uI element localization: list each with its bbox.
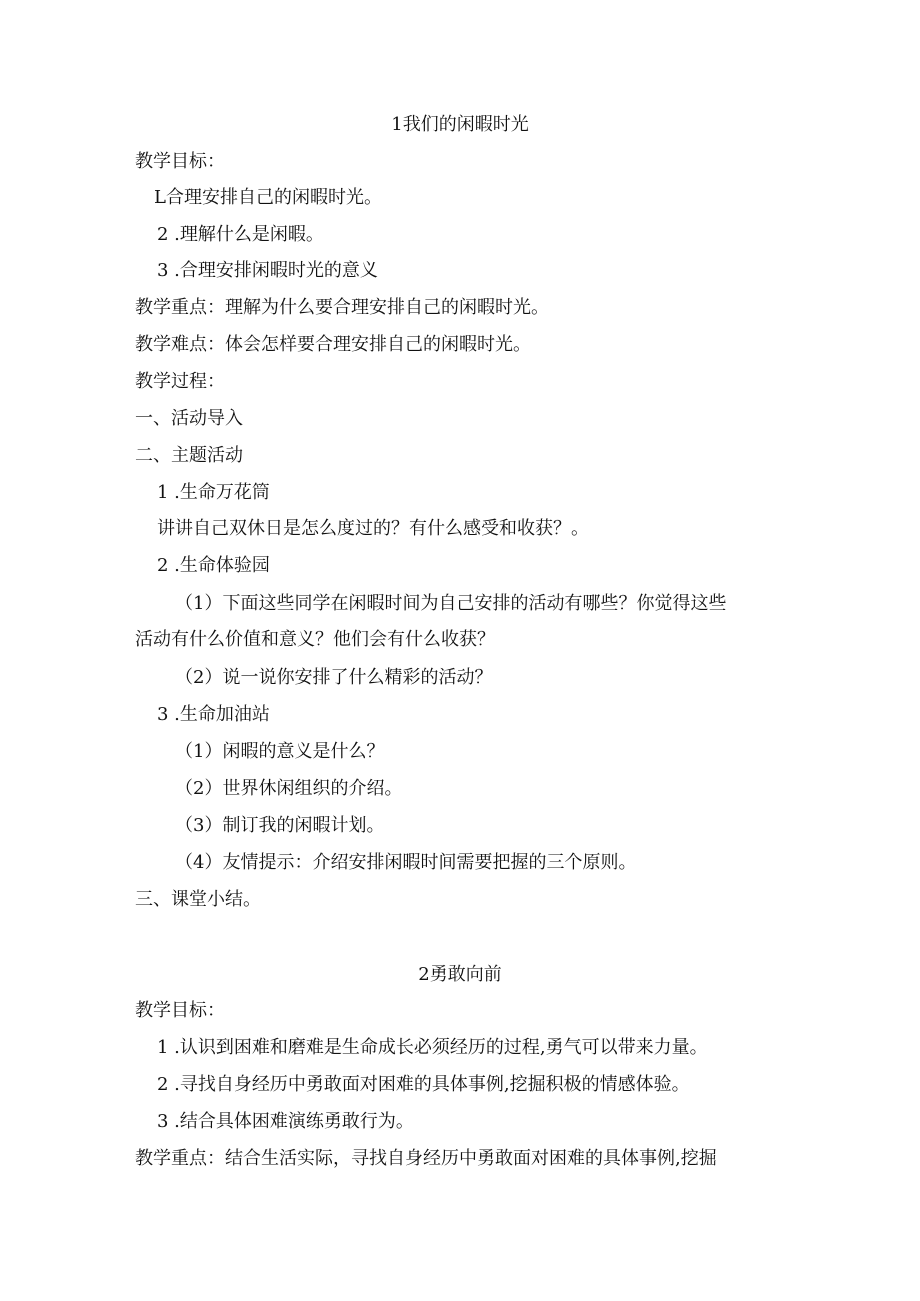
lesson-1-title: 1我们的闲暇时光 [391,114,529,135]
lesson-2-title: 2勇敢向前 [418,964,502,985]
lesson-2-goal-1: 1 .认识到困难和磨难是生命成长必须经历的过程,勇气可以带来力量。 [157,1037,708,1058]
lesson-1-sub-1: 1 .生命万花筒 [157,482,270,503]
lesson-2-goal-3: 3 .结合具体困难演练勇敢行为。 [157,1111,414,1132]
lesson-1-sub-3-item-4: （4）友情提示：介绍安排闲暇时间需要把握的三个原则。 [175,852,637,873]
lesson-1-sub-3: 3 .生命加油站 [157,704,270,725]
lesson-1-key-point: 教学重点：理解为什么要合理安排自己的闲暇时光。 [135,297,549,318]
lesson-1-difficulty: 教学难点：体会怎样要合理安排自己的闲暇时光。 [135,334,531,355]
lesson-2-key-point: 教学重点：结合生活实际，寻找自身经历中勇敢面对困难的具体事例,挖掘 [135,1148,717,1169]
lesson-1-step-1: 一、活动导入 [135,408,243,429]
lesson-1-step-2: 二、主题活动 [135,445,243,466]
lesson-1-step-3: 三、课堂小结。 [135,889,261,910]
lesson-1-goal-3: 3 .合理安排闲暇时光的意义 [157,260,378,281]
lesson-1-goal-1: L合理安排自己的闲暇时光。 [154,187,382,208]
lesson-1-sub-3-item-1: （1）闲暇的意义是什么？ [175,741,385,762]
lesson-1-sub-3-item-3: （3）制订我的闲暇计划。 [175,815,385,836]
lesson-1-goal-2: 2 .理解什么是闲暇。 [157,224,324,245]
lesson-1-sub-1-text: 讲讲自己双休日是怎么度过的？有什么感受和收获？。 [157,518,589,539]
lesson-1-sub-2: 2 .生命体验园 [157,555,270,576]
lesson-2-goals-label: 教学目标： [135,1000,225,1021]
lesson-1-process-label: 教学过程： [135,371,225,392]
lesson-2-goal-2: 2 .寻找自身经历中勇敢面对困难的具体事例,挖掘积极的情感体验。 [157,1074,690,1095]
lesson-1-sub-2-item-1-line-2: 活动有什么价值和意义？他们会有什么收获？ [135,629,495,650]
lesson-1-sub-2-item-2: （2）说一说你安排了什么精彩的活动？ [175,667,493,688]
lesson-1-sub-2-item-1-line-1: （1）下面这些同学在闲暇时间为自己安排的活动有哪些？你觉得这些 [175,593,727,614]
lesson-1-goals-label: 教学目标： [135,151,225,172]
lesson-1-sub-3-item-2: （2）世界休闲组织的介绍。 [175,778,403,799]
